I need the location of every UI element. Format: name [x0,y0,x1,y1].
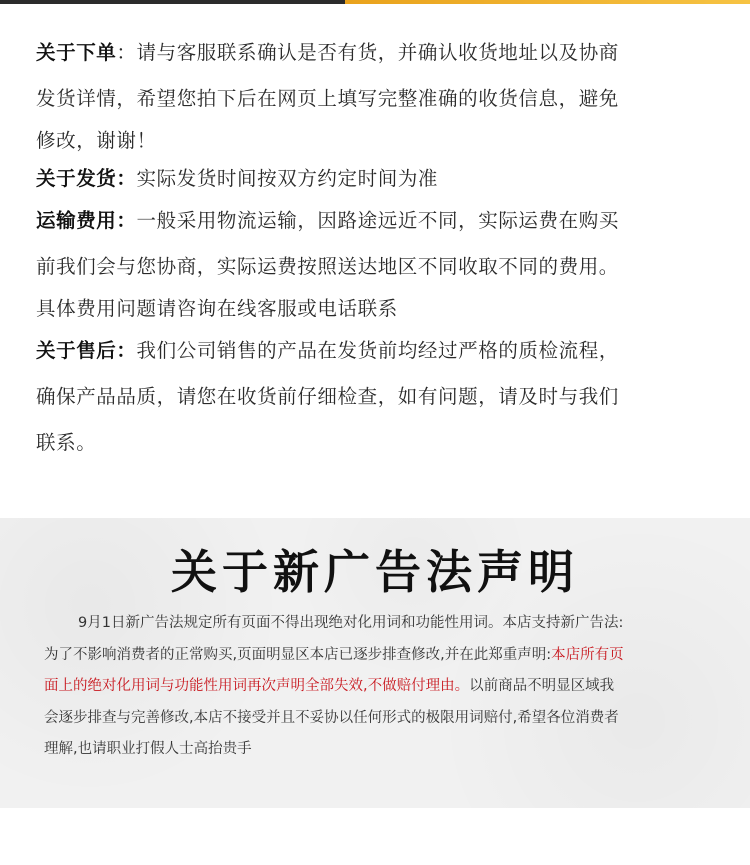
notice-highlight-1: 本店所有页 [551,646,624,663]
order-label: 关于下单 [36,41,117,64]
shipping-text: 实际发货时间按双方约定时间为准 [136,167,439,190]
notice-title: 关于新广告法声明 [171,545,579,599]
freight-paragraph-line-3: 具体费用问题请咨询在线客服或电话联系 [36,297,398,320]
notice-body [44,608,724,766]
freight-paragraph-line-1 [36,198,726,244]
order-paragraph-line-3: 修改，谢谢！ [36,129,157,152]
notice-text-3: 以前商品不明显区域我 [469,678,615,694]
notice-line-4: 会逐步排查与完善修改,本店不接受并且不妥协以任何形式的极限用词赔付,希望各位消费者 [44,709,619,726]
freight-label: 运输费用： [36,209,137,232]
notice-line-3 [44,671,724,703]
top-color-bar [0,0,750,4]
ad-law-notice-panel [0,518,750,808]
after-sale-paragraph-line-1 [36,328,726,374]
notice-text-1: 9月1日新广告法规定所有页面不得出现绝对化用词和功能性用词。本店支持新广告法: [78,615,624,631]
notice-line-2 [44,640,724,672]
shipping-paragraph [36,160,726,198]
freight-text-1: 一般采用物流运输，因路途远近不同，实际运费在购买 [136,209,619,232]
freight-paragraph-line-2: 前我们会与您协商，实际运费按照送达地区不同收取不同的费用。 [36,255,619,278]
order-paragraph-line-2: 发货详情，希望您拍下后在网页上填写完整准确的收货信息，避免 [36,87,619,110]
notice-text-2: 为了不影响消费者的正常购买,页面明显区本店已逐步排查修改,并在此郑重声明: [44,646,552,663]
top-bar-gold-segment [345,0,750,4]
after-sale-label: 关于售后： [36,339,137,362]
notice-line-5: 理解,也请职业打假人士高抬贵手 [44,741,252,757]
order-text-1: ：请与客服联系确认是否有货，并确认收货地址以及协商 [116,41,619,64]
shipping-label: 关于发货： [36,167,137,190]
order-paragraph-line-1 [36,30,726,76]
shop-info-section [36,30,726,466]
notice-line-1 [44,608,724,640]
after-sale-text-1: 我们公司销售的产品在发货前均经过严格的质检流程， [136,339,619,362]
top-bar-dark-segment [0,0,345,4]
after-sale-paragraph-line-2: 确保产品品质，请您在收货前仔细检查，如有问题，请及时与我们 [36,385,619,408]
notice-highlight-2: 面上的绝对化用词与功能性用词再次声明全部失效,不做赔付理由。 [44,678,470,694]
after-sale-paragraph-line-3: 联系。 [36,431,97,454]
